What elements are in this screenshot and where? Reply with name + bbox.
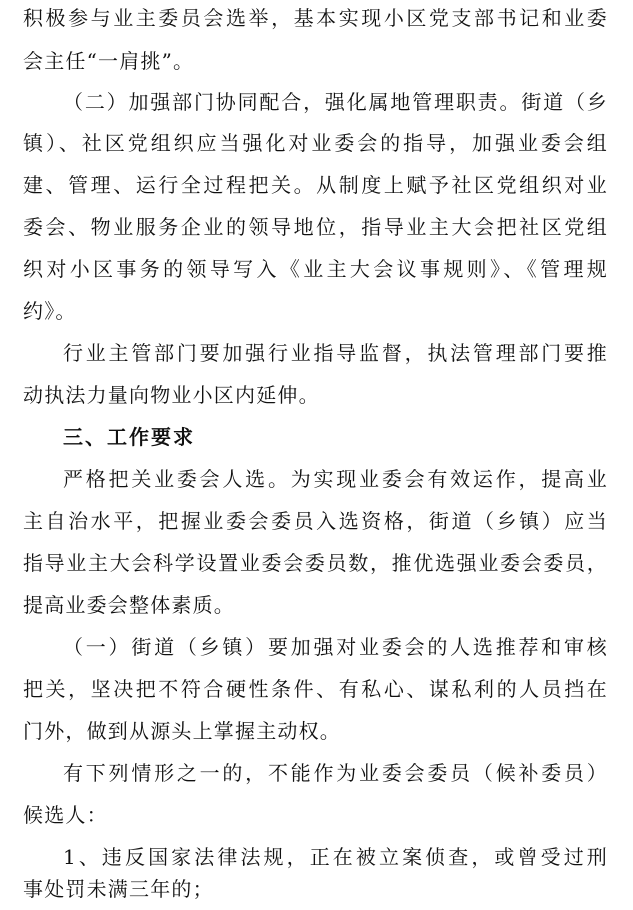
text-line: 镇）、社区党组织应当强化对业委会的指导，加强业委会组 <box>23 131 608 155</box>
text-line: 积极参与业主委员会选举，基本实现小区党支部书记和业委 <box>23 6 608 30</box>
text-line: 行业主管部门要加强行业指导监督，执法管理部门要推 <box>63 341 608 365</box>
text-line: 有下列情形之一的，不能作为业委会委员（候补委员） <box>63 761 608 785</box>
text-line: 门外，做到从源头上掌握主动权。 <box>23 719 341 743</box>
text-line: 建、管理、运行全过程把关。从制度上赋予社区党组织对业 <box>23 173 608 197</box>
text-line: 1、违反国家法律法规，正在被立案侦查，或曾受过刑 <box>63 845 608 869</box>
text-line: 候选人： <box>23 803 108 827</box>
text-line: 严格把关业委会人选。为实现业委会有效运作，提高业 <box>63 467 608 491</box>
text-line: 事处罚未满三年的； <box>23 877 214 901</box>
section-heading: 三、工作要求 <box>63 425 195 449</box>
text-line: 提高业委会整体素质。 <box>23 593 235 617</box>
text-line: （二）加强部门协同配合，强化属地管理职责。街道（乡 <box>63 90 608 114</box>
text-line: 主自治水平，把握业委会委员入选资格，街道（乡镇）应当 <box>23 509 608 533</box>
text-line: 委会、物业服务企业的领导地位，指导业主大会把社区党组 <box>23 215 608 239</box>
text-line: 约》。 <box>23 299 77 323</box>
text-line: 织对小区事务的领导写入《业主大会议事规则》、《管理规 <box>23 257 608 281</box>
text-line: 指导业主大会科学设置业委会委员数，推优选强业委会委员， <box>23 551 608 575</box>
text-line: 把关，坚决把不符合硬性条件、有私心、谋私利的人员挡在 <box>23 677 608 701</box>
text-line: （一）街道（乡镇）要加强对业委会的人选推荐和审核 <box>63 635 608 659</box>
text-line: 会主任“一肩挑”。 <box>23 49 195 73</box>
text-line: 动执法力量向物业小区内延伸。 <box>23 383 320 407</box>
